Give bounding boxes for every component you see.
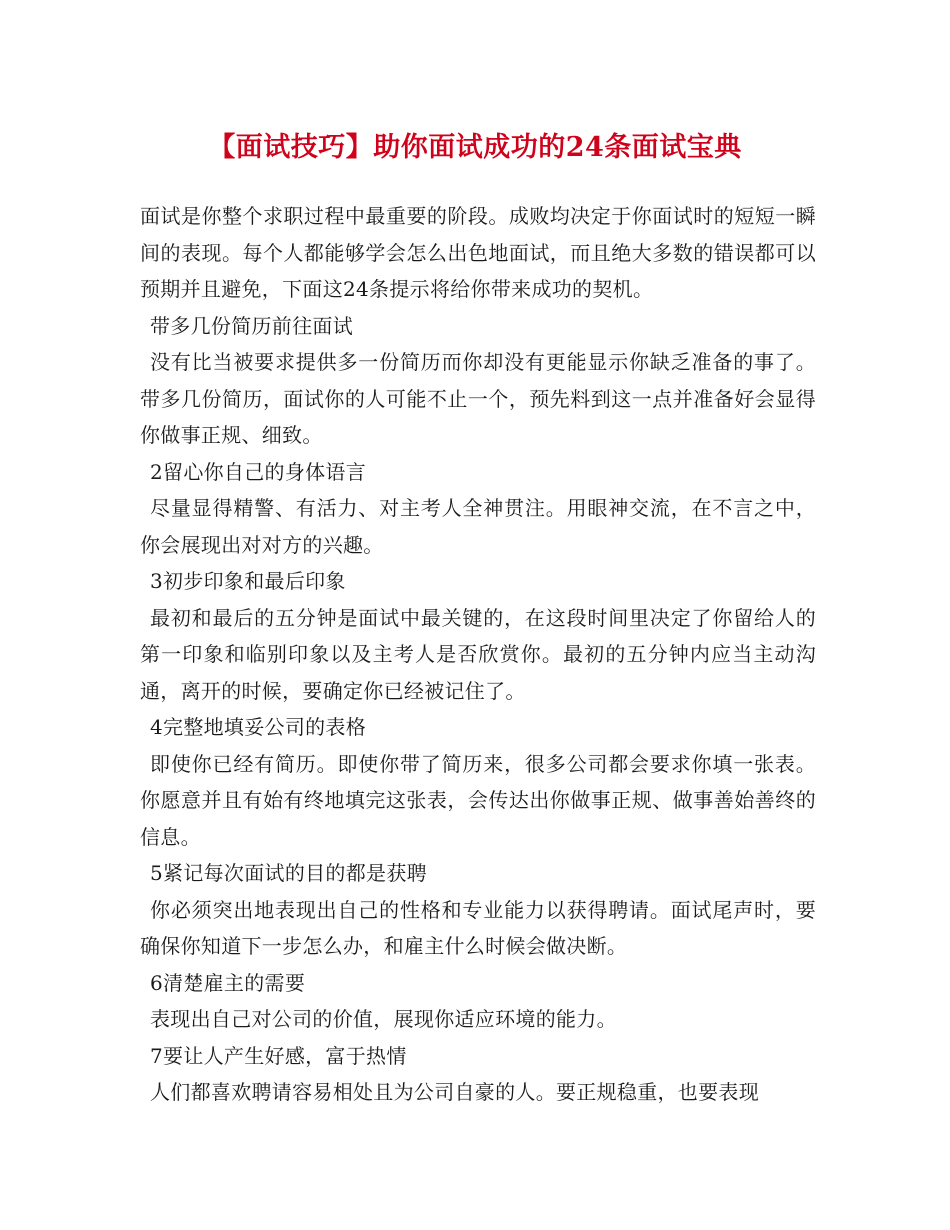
tip-item (140, 308, 816, 454)
tip-item (140, 965, 816, 1038)
tip-heading: 2留心你自己的身体语言 (150, 459, 367, 484)
tip-heading: 带多几份简历前往面试 (150, 313, 353, 338)
tip-text: 你必须突出地表现出自己的性格和专业能力以获得聘请。面试尾声时，要确保你知道下一步怎么办，和雇主什么时候会做决断。 (140, 897, 816, 958)
tip-text: 尽量显得精警、有活力、对主考人全神贯注。用眼神交流，在不言之中，你会展现出对对方的兴趣。 (140, 496, 816, 557)
tip-text: 最初和最后的五分钟是面试中最关键的，在这段时间里决定了你留给人的第一印象和临别印象以及主考人是否欣赏你。最初的五分钟内应当主动沟通，离开的时候，要确定你已经被记住了。 (140, 605, 816, 703)
tip-heading: 6清楚雇主的需要 (150, 970, 306, 995)
tip-text: 即使你已经有简历。即使你带了简历来，很多公司都会要求你填一张表。你愿意并且有始有终地填完这张表，会传达出你做事正规、做事善始善终的信息。 (140, 751, 816, 849)
tip-item (140, 709, 816, 855)
tip-item (140, 1038, 816, 1111)
tip-text: 人们都喜欢聘请容易相处且为公司自豪的人。要正规稳重，也要表现 (150, 1080, 759, 1104)
intro-paragraph: 面试是你整个求职过程中最重要的阶段。成败均决定于你面试时的短短一瞬间的表现。每个人都能够学会怎么出色地面试，而且绝大多数的错误都可以预期并且避免，下面这24条提示将给你带来成功的契机。 (140, 204, 816, 301)
tip-item (140, 855, 816, 965)
tip-text: 没有比当被要求提供多一份简历而你却没有更能显示你缺乏准备的事了。带多几份简历，面试你的人可能不止一个，预先料到这一点并准备好会显得你做事正规、细致。 (140, 350, 816, 447)
tip-heading: 5紧记每次面试的目的都是获聘 (150, 861, 427, 885)
tip-text: 表现出自己对公司的价值，展现你适应环境的能力。 (150, 1007, 617, 1031)
document-title: 【面试技巧】助你面试成功的24条面试宝典 (208, 132, 742, 163)
tip-heading: 7要让人产生好感，富于热情 (150, 1043, 407, 1068)
document-body (140, 198, 816, 1111)
tip-heading: 3初步印象和最后印象 (150, 569, 346, 593)
tip-heading: 4完整地填妥公司的表格 (150, 715, 367, 739)
tip-item (140, 563, 816, 709)
tip-item (140, 454, 816, 564)
